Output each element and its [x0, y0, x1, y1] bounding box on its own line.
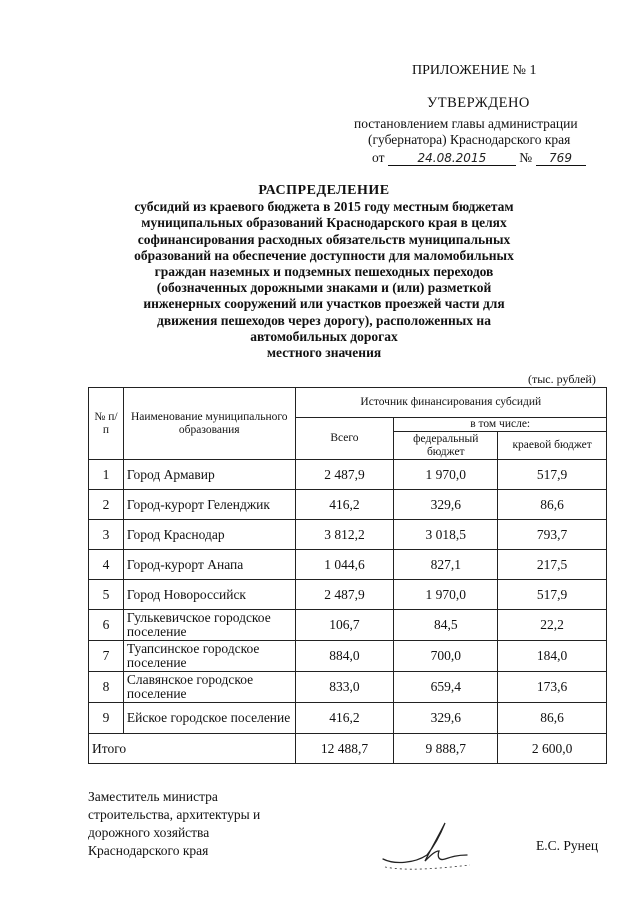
table-row	[89, 641, 607, 672]
row-total: 2 487,9	[295, 460, 394, 490]
title-line: муниципальных образований Краснодарского края в целях	[141, 215, 507, 231]
row-name: Город-курорт Геленджик	[123, 490, 295, 520]
row-num: 7	[89, 641, 124, 672]
title-main: РАСПРЕДЕЛЕНИЕ	[258, 183, 390, 198]
row-num: 8	[89, 672, 124, 703]
signatory-position	[88, 788, 260, 860]
table-row	[89, 703, 607, 734]
row-total: 833,0	[295, 672, 394, 703]
row-regional: 86,6	[498, 703, 607, 734]
row-regional: 86,6	[498, 490, 607, 520]
row-regional: 217,5	[498, 550, 607, 580]
row-total: 2 487,9	[295, 580, 394, 610]
table-row	[89, 520, 607, 550]
row-federal: 827,1	[394, 550, 498, 580]
row-name: Гулькевичское городское поселение	[123, 610, 295, 641]
table-row	[89, 490, 607, 520]
position-line: Краснодарского края	[88, 843, 209, 858]
header-including: в том числе:	[394, 418, 607, 432]
row-federal: 329,6	[394, 490, 498, 520]
header-name: Наименование муниципального образования	[123, 388, 295, 460]
row-total: 416,2	[295, 490, 394, 520]
header-source: Источник финансирования субсидий	[295, 388, 606, 418]
row-total: 106,7	[295, 610, 394, 641]
row-num: 9	[89, 703, 124, 734]
header-federal: федеральный бюджет	[394, 432, 498, 460]
row-name: Город Новороссийск	[123, 580, 295, 610]
row-federal: 1 970,0	[394, 580, 498, 610]
title-line: субсидий из краевого бюджета в 2015 году местным бюджетам	[134, 199, 514, 215]
header-total: Всего	[295, 418, 394, 460]
title-line: граждан наземных и подземных пешеходных переходов	[154, 264, 494, 280]
subsidy-table	[88, 387, 607, 764]
total-federal: 9 888,7	[394, 734, 498, 764]
title-line: инженерных сооружений или участков проезжей части для	[143, 296, 505, 312]
position-line: Заместитель министра	[88, 789, 218, 804]
approved-label: УТВЕРЖДЕНО	[427, 95, 530, 111]
row-name: Туапсинское городское поселение	[123, 641, 295, 672]
title-line: автомобильных дорогах	[250, 328, 398, 344]
row-federal: 1 970,0	[394, 460, 498, 490]
row-federal: 84,5	[394, 610, 498, 641]
row-name: Город Краснодар	[123, 520, 295, 550]
row-regional: 173,6	[498, 672, 607, 703]
title-line: софинансирования расходных обязательств муниципальных	[137, 231, 511, 247]
header-num: № п/п	[89, 388, 124, 460]
table-row	[89, 610, 607, 641]
total-regional: 2 600,0	[498, 734, 607, 764]
decree-line-2: (губернатора) Краснодарского края	[368, 132, 571, 147]
row-name: Славянское городское поселение	[123, 672, 295, 703]
from-label: от	[372, 150, 385, 165]
table-row	[89, 672, 607, 703]
row-name: Город Армавир	[123, 460, 295, 490]
title-line: местного значения	[266, 345, 382, 361]
row-name: Ейское городское поселение	[123, 703, 295, 734]
decree-date-number-line	[372, 150, 586, 166]
total-total: 12 488,7	[295, 734, 394, 764]
row-num: 4	[89, 550, 124, 580]
handwritten-signature	[375, 815, 475, 875]
table-row	[89, 580, 607, 610]
row-total: 1 044,6	[295, 550, 394, 580]
header-regional: краевой бюджет	[498, 432, 607, 460]
row-federal: 700,0	[394, 641, 498, 672]
title-line: образований на обеспечение доступности для маломобильных	[134, 247, 514, 263]
row-total: 416,2	[295, 703, 394, 734]
row-num: 5	[89, 580, 124, 610]
row-regional: 22,2	[498, 610, 607, 641]
signatory-name: Е.С. Рунец	[536, 838, 599, 853]
title-line: (обозначенных дорожными знаками и (или) разметкой	[156, 280, 492, 296]
total-row	[89, 734, 607, 764]
row-federal: 3 018,5	[394, 520, 498, 550]
row-num: 3	[89, 520, 124, 550]
position-line: строительства, архитектуры и	[88, 807, 261, 822]
table-row	[89, 550, 607, 580]
total-label: Итого	[89, 734, 296, 764]
table-row	[89, 460, 607, 490]
row-num: 1	[89, 460, 124, 490]
row-total: 3 812,2	[295, 520, 394, 550]
row-regional: 517,9	[498, 460, 607, 490]
row-total: 884,0	[295, 641, 394, 672]
decree-date: 24.08.2015	[388, 151, 516, 166]
title-line: движения пешеходов через дорогу), расположенных на	[157, 312, 491, 328]
appendix-label: ПРИЛОЖЕНИЕ № 1	[412, 63, 537, 78]
row-federal: 329,6	[394, 703, 498, 734]
row-regional: 793,7	[498, 520, 607, 550]
row-num: 6	[89, 610, 124, 641]
row-num: 2	[89, 490, 124, 520]
units-label: (тыс. рублей)	[528, 372, 596, 386]
decree-line-1: постановлением главы администрации	[354, 116, 578, 131]
row-federal: 659,4	[394, 672, 498, 703]
row-name: Город-курорт Анапа	[123, 550, 295, 580]
decree-number: 769	[536, 151, 586, 166]
number-label: №	[519, 150, 533, 165]
row-regional: 184,0	[498, 641, 607, 672]
position-line: дорожного хозяйства	[88, 825, 210, 840]
document-title	[70, 183, 578, 361]
row-regional: 517,9	[498, 580, 607, 610]
